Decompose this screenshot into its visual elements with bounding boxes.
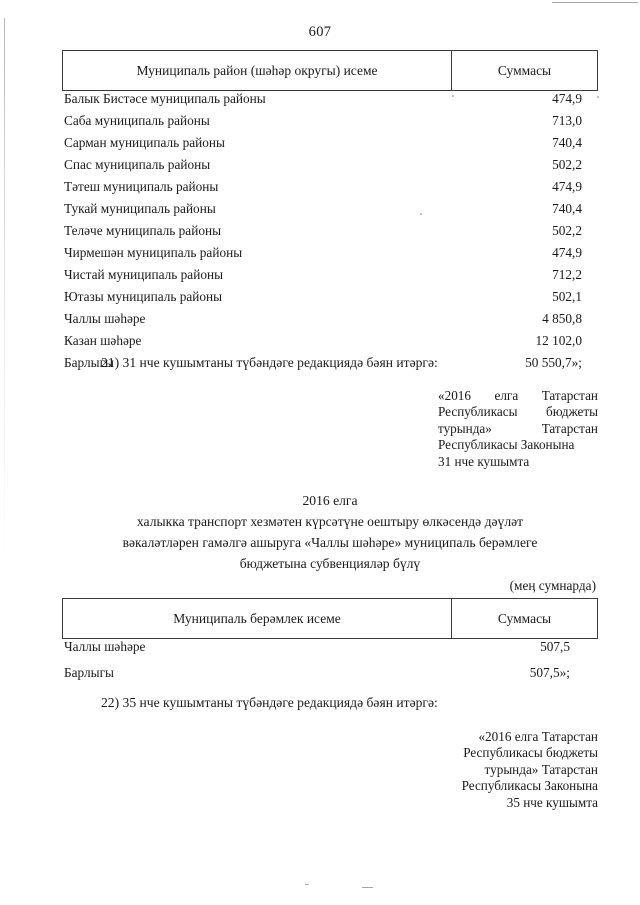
- reference-line-1: «2016 елга Татарстан: [478, 729, 598, 744]
- cell-municipality-name: Барлыгы: [64, 355, 114, 370]
- table-header-row: [62, 598, 598, 639]
- column-header-sum: Суммасы: [497, 610, 552, 626]
- cell-sum: 12 102,0: [535, 333, 582, 348]
- table-row: [62, 289, 598, 311]
- title-line-3: вәкаләтләрен гамәлгә ашыруга «Чаллы шәһәре» муниципаль берәмлеге: [122, 535, 538, 550]
- cell-municipality-name: Тукай муниципаль районы: [64, 201, 216, 216]
- table-row: [62, 91, 598, 113]
- reference-line-3: турында» Татарстан: [438, 420, 598, 436]
- cell-sum: 502,2: [552, 157, 582, 172]
- cell-municipality-name: Чистай муниципаль районы: [64, 267, 224, 282]
- reference-line-5: 35 нче кушымта: [506, 794, 598, 810]
- subsidy-table-chally: [62, 598, 598, 691]
- cell-municipality-name: Балык Бистәсе муниципаль районы: [64, 91, 266, 106]
- cell-sum: 502,1: [552, 289, 582, 304]
- cell-sum: 50 550,7»;: [525, 355, 582, 370]
- reference-line-2: Республикасы бюджеты: [463, 745, 598, 761]
- cell-sum: 474,9: [552, 91, 582, 106]
- cell-municipality-name: Саба муниципаль районы: [64, 113, 210, 128]
- clause-22-text: 22) 35 нче кушымтаны түбәндәге редакциядә бәян итәргә:: [101, 695, 438, 710]
- cell-sum: 507,5»;: [529, 665, 570, 680]
- table-row: [62, 311, 598, 333]
- cell-sum: 740,4: [552, 201, 582, 216]
- cell-municipality-name: Чаллы шәһәре: [64, 311, 146, 326]
- cell-municipality-name: Сарман муниципаль районы: [64, 135, 225, 150]
- cell-municipality-name: Чирмешән муниципаль районы: [64, 245, 243, 260]
- table-body: [62, 91, 598, 377]
- units-note: (меӊ сумнарда): [509, 578, 596, 593]
- table-row: [62, 179, 598, 201]
- reference-line-2: Республикасы бюджеты: [438, 404, 598, 420]
- cell-municipality-name: Чаллы шәһәре: [64, 639, 146, 654]
- cell-sum: 712,2: [552, 267, 582, 282]
- subsidy-table-districts: [62, 50, 598, 377]
- table-row: [62, 201, 598, 223]
- clause-22-reference-block: [438, 729, 598, 811]
- cell-sum: 713,0: [552, 113, 582, 128]
- column-header-municipality-name: Муниципаль район (шәһәр округы) исеме: [63, 51, 452, 90]
- scan-artifact-bottom-mark-2: [362, 887, 373, 888]
- cell-sum: 4 850,8: [542, 311, 582, 326]
- cell-municipality-name: Барлыгы: [64, 665, 114, 680]
- reference-line-4: Республикасы Законына: [461, 778, 598, 794]
- cell-municipality-name: Тәтеш муниципаль районы: [64, 179, 219, 194]
- reference-line-5: 31 нче кушымта: [438, 453, 530, 469]
- page-number: 607: [308, 24, 332, 40]
- table-row: [62, 639, 598, 665]
- table-row: [62, 665, 598, 691]
- cell-municipality-name: Теләче муниципаль районы: [64, 223, 222, 238]
- table-header-row: [62, 50, 598, 91]
- table-row: [62, 245, 598, 267]
- cell-sum: 740,4: [552, 135, 582, 150]
- table-row: [62, 333, 598, 355]
- reference-line-4: Республикасы Законына: [438, 437, 575, 453]
- cell-municipality-name: Ютазы муниципаль районы: [64, 289, 223, 304]
- table-row: [62, 267, 598, 289]
- cell-sum: 474,9: [552, 179, 582, 194]
- appendix-title: [62, 490, 598, 574]
- title-line-1: 2016 елга: [302, 493, 358, 508]
- table-row: [62, 135, 598, 157]
- column-header-sum: Суммасы: [497, 62, 552, 78]
- reference-line-3: турында» Татарстан: [484, 761, 598, 777]
- table-row: [62, 157, 598, 179]
- scan-artifact-top-edge: [552, 2, 638, 3]
- title-line-4: бюджетына субвенцияләр бүлү: [239, 556, 421, 571]
- scan-artifact-left-edge: [4, 18, 5, 578]
- cell-sum: 474,9: [552, 245, 582, 260]
- cell-municipality-name: Спас муниципаль районы: [64, 157, 211, 172]
- column-header-municipality-name: Муниципаль берәмлек исеме: [63, 599, 452, 638]
- table-row: [62, 113, 598, 135]
- cell-sum: 502,2: [552, 223, 582, 238]
- clause-21-reference-block: [438, 388, 598, 470]
- clause-21-text: 21) 31 нче кушымтаны түбәндәге редакциядә бәян итәргә:: [101, 355, 438, 370]
- reference-line-1: «2016 елга Татарстан: [438, 388, 598, 403]
- cell-municipality-name: Казан шәһәре: [64, 333, 142, 348]
- table-body: [62, 639, 598, 691]
- cell-sum: 507,5: [540, 639, 570, 654]
- table-row: [62, 223, 598, 245]
- scan-artifact-bottom-mark-1: [305, 884, 309, 885]
- title-line-2: халыкка транспорт хезмәтен күрсәтүне оештыру өлкәсендә дәүләт: [136, 514, 524, 529]
